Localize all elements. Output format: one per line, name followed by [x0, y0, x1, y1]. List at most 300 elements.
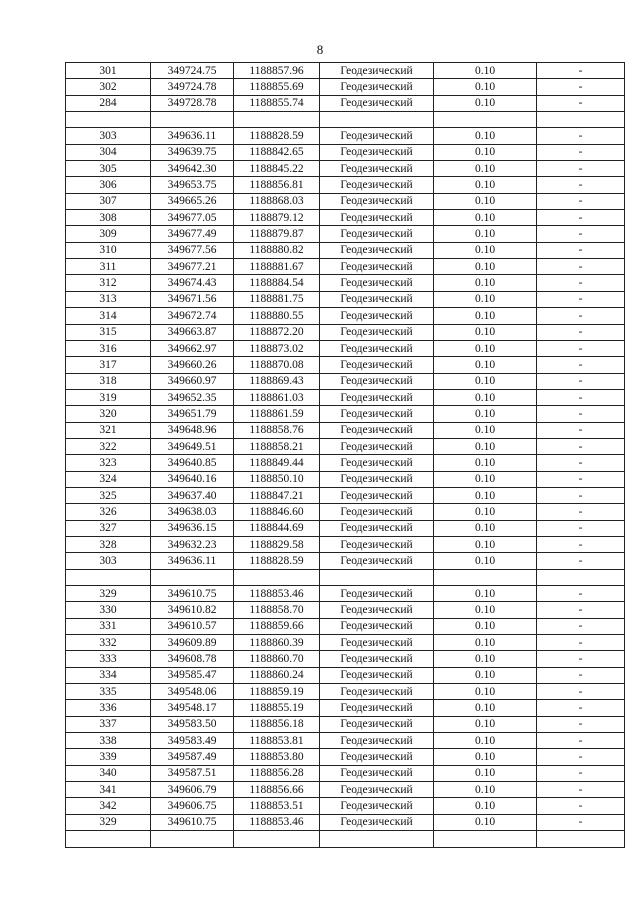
y-coordinate-cell: 1188858.76 — [234, 422, 320, 438]
y-coordinate-cell: 1188847.21 — [234, 487, 320, 503]
empty-cell — [320, 112, 434, 128]
x-coordinate-cell: 349583.50 — [151, 716, 234, 732]
empty-cell — [151, 569, 234, 585]
note-cell: - — [537, 438, 625, 454]
y-coordinate-cell: 1188856.81 — [234, 177, 320, 193]
precision-cell: 0.10 — [434, 406, 537, 422]
point-number-cell: 305 — [66, 161, 151, 177]
table-row — [66, 438, 625, 454]
note-cell: - — [537, 667, 625, 683]
method-cell: Геодезический — [320, 161, 434, 177]
precision-cell: 0.10 — [434, 193, 537, 209]
precision-cell: 0.10 — [434, 618, 537, 634]
table-row — [66, 487, 625, 503]
note-cell: - — [537, 602, 625, 618]
empty-cell — [434, 831, 537, 847]
y-coordinate-cell: 1188860.24 — [234, 667, 320, 683]
note-cell: - — [537, 79, 625, 95]
note-cell: - — [537, 210, 625, 226]
method-cell: Геодезический — [320, 651, 434, 667]
note-cell: - — [537, 63, 625, 79]
table-row — [66, 79, 625, 95]
method-cell: Геодезический — [320, 259, 434, 275]
table-row — [66, 765, 625, 781]
table-row — [66, 684, 625, 700]
precision-cell: 0.10 — [434, 782, 537, 798]
x-coordinate-cell: 349672.74 — [151, 308, 234, 324]
note-cell: - — [537, 308, 625, 324]
x-coordinate-cell: 349728.78 — [151, 95, 234, 111]
precision-cell: 0.10 — [434, 814, 537, 830]
empty-cell — [537, 831, 625, 847]
method-cell: Геодезический — [320, 635, 434, 651]
note-cell: - — [537, 814, 625, 830]
x-coordinate-cell: 349583.49 — [151, 733, 234, 749]
method-cell: Геодезический — [320, 553, 434, 569]
y-coordinate-cell: 1188853.46 — [234, 586, 320, 602]
x-coordinate-cell: 349636.11 — [151, 553, 234, 569]
empty-cell — [234, 112, 320, 128]
method-cell: Геодезический — [320, 684, 434, 700]
precision-cell: 0.10 — [434, 438, 537, 454]
y-coordinate-cell: 1188855.19 — [234, 700, 320, 716]
method-cell: Геодезический — [320, 177, 434, 193]
precision-cell: 0.10 — [434, 389, 537, 405]
method-cell: Геодезический — [320, 95, 434, 111]
precision-cell: 0.10 — [434, 553, 537, 569]
note-cell: - — [537, 177, 625, 193]
table-row — [66, 504, 625, 520]
precision-cell: 0.10 — [434, 144, 537, 160]
method-cell: Геодезический — [320, 471, 434, 487]
method-cell: Геодезический — [320, 487, 434, 503]
table-row — [66, 635, 625, 651]
point-number-cell: 339 — [66, 749, 151, 765]
table-row — [66, 177, 625, 193]
y-coordinate-cell: 1188880.82 — [234, 242, 320, 258]
empty-cell — [66, 112, 151, 128]
precision-cell: 0.10 — [434, 357, 537, 373]
note-cell: - — [537, 291, 625, 307]
method-cell: Геодезический — [320, 798, 434, 814]
x-coordinate-cell: 349660.26 — [151, 357, 234, 373]
point-number-cell: 314 — [66, 308, 151, 324]
y-coordinate-cell: 1188855.69 — [234, 79, 320, 95]
x-coordinate-cell: 349671.56 — [151, 291, 234, 307]
precision-cell: 0.10 — [434, 520, 537, 536]
method-cell: Геодезический — [320, 340, 434, 356]
point-number-cell: 335 — [66, 684, 151, 700]
x-coordinate-cell: 349662.97 — [151, 340, 234, 356]
point-number-cell: 307 — [66, 193, 151, 209]
note-cell: - — [537, 536, 625, 552]
precision-cell: 0.10 — [434, 242, 537, 258]
x-coordinate-cell: 349610.75 — [151, 814, 234, 830]
empty-cell — [320, 831, 434, 847]
empty-cell — [537, 569, 625, 585]
y-coordinate-cell: 1188879.87 — [234, 226, 320, 242]
y-coordinate-cell: 1188884.54 — [234, 275, 320, 291]
method-cell: Геодезический — [320, 504, 434, 520]
point-number-cell: 304 — [66, 144, 151, 160]
x-coordinate-cell: 349640.16 — [151, 471, 234, 487]
table-row — [66, 700, 625, 716]
page-number: 8 — [316, 42, 324, 57]
table-row — [66, 667, 625, 683]
table-row — [66, 63, 625, 79]
precision-cell: 0.10 — [434, 340, 537, 356]
table-row — [66, 553, 625, 569]
y-coordinate-cell: 1188856.28 — [234, 765, 320, 781]
separator-row — [66, 112, 625, 128]
point-number-cell: 327 — [66, 520, 151, 536]
x-coordinate-cell: 349636.11 — [151, 128, 234, 144]
table-row — [66, 716, 625, 732]
y-coordinate-cell: 1188861.59 — [234, 406, 320, 422]
y-coordinate-cell: 1188881.67 — [234, 259, 320, 275]
point-number-cell: 316 — [66, 340, 151, 356]
method-cell: Геодезический — [320, 389, 434, 405]
note-cell: - — [537, 95, 625, 111]
empty-cell — [151, 112, 234, 128]
x-coordinate-cell: 349548.06 — [151, 684, 234, 700]
method-cell: Геодезический — [320, 79, 434, 95]
note-cell: - — [537, 586, 625, 602]
table-row — [66, 324, 625, 340]
y-coordinate-cell: 1188845.22 — [234, 161, 320, 177]
empty-cell — [320, 569, 434, 585]
y-coordinate-cell: 1188828.59 — [234, 128, 320, 144]
precision-cell: 0.10 — [434, 487, 537, 503]
x-coordinate-cell: 349639.75 — [151, 144, 234, 160]
table-row — [66, 422, 625, 438]
table-row — [66, 782, 625, 798]
note-cell: - — [537, 161, 625, 177]
x-coordinate-cell: 349677.05 — [151, 210, 234, 226]
note-cell: - — [537, 700, 625, 716]
x-coordinate-cell: 349632.23 — [151, 536, 234, 552]
x-coordinate-cell: 349585.47 — [151, 667, 234, 683]
separator-row — [66, 569, 625, 585]
table-row — [66, 259, 625, 275]
note-cell: - — [537, 471, 625, 487]
coordinates-table — [65, 62, 625, 848]
note-cell: - — [537, 373, 625, 389]
x-coordinate-cell: 349660.97 — [151, 373, 234, 389]
precision-cell: 0.10 — [434, 422, 537, 438]
table-row — [66, 144, 625, 160]
point-number-cell: 334 — [66, 667, 151, 683]
table-row — [66, 798, 625, 814]
empty-cell — [234, 569, 320, 585]
note-cell: - — [537, 259, 625, 275]
point-number-cell: 330 — [66, 602, 151, 618]
table-row — [66, 308, 625, 324]
x-coordinate-cell: 349653.75 — [151, 177, 234, 193]
x-coordinate-cell: 349610.75 — [151, 586, 234, 602]
y-coordinate-cell: 1188879.12 — [234, 210, 320, 226]
precision-cell: 0.10 — [434, 95, 537, 111]
y-coordinate-cell: 1188870.08 — [234, 357, 320, 373]
point-number-cell: 311 — [66, 259, 151, 275]
note-cell: - — [537, 275, 625, 291]
method-cell: Геодезический — [320, 602, 434, 618]
table-row — [66, 95, 625, 111]
table-row — [66, 536, 625, 552]
y-coordinate-cell: 1188873.02 — [234, 340, 320, 356]
note-cell: - — [537, 128, 625, 144]
y-coordinate-cell: 1188869.43 — [234, 373, 320, 389]
y-coordinate-cell: 1188853.80 — [234, 749, 320, 765]
x-coordinate-cell: 349677.49 — [151, 226, 234, 242]
empty-cell — [151, 831, 234, 847]
point-number-cell: 310 — [66, 242, 151, 258]
point-number-cell: 312 — [66, 275, 151, 291]
table-row — [66, 226, 625, 242]
point-number-cell: 328 — [66, 536, 151, 552]
y-coordinate-cell: 1188828.59 — [234, 553, 320, 569]
table-row — [66, 618, 625, 634]
table-row — [66, 210, 625, 226]
table-row — [66, 814, 625, 830]
point-number-cell: 309 — [66, 226, 151, 242]
note-cell: - — [537, 684, 625, 700]
x-coordinate-cell: 349652.35 — [151, 389, 234, 405]
precision-cell: 0.10 — [434, 177, 537, 193]
table-row — [66, 455, 625, 471]
note-cell: - — [537, 193, 625, 209]
method-cell: Геодезический — [320, 618, 434, 634]
table-row — [66, 128, 625, 144]
table-row — [66, 406, 625, 422]
empty-cell — [234, 831, 320, 847]
table-row — [66, 357, 625, 373]
x-coordinate-cell: 349640.85 — [151, 455, 234, 471]
x-coordinate-cell: 349587.49 — [151, 749, 234, 765]
point-number-cell: 338 — [66, 733, 151, 749]
x-coordinate-cell: 349651.79 — [151, 406, 234, 422]
precision-cell: 0.10 — [434, 275, 537, 291]
point-number-cell: 329 — [66, 814, 151, 830]
y-coordinate-cell: 1188858.21 — [234, 438, 320, 454]
x-coordinate-cell: 349606.79 — [151, 782, 234, 798]
x-coordinate-cell: 349648.96 — [151, 422, 234, 438]
empty-cell — [434, 569, 537, 585]
precision-cell: 0.10 — [434, 684, 537, 700]
y-coordinate-cell: 1188849.44 — [234, 455, 320, 471]
note-cell: - — [537, 455, 625, 471]
method-cell: Геодезический — [320, 210, 434, 226]
y-coordinate-cell: 1188829.58 — [234, 536, 320, 552]
point-number-cell: 303 — [66, 553, 151, 569]
method-cell: Геодезический — [320, 144, 434, 160]
method-cell: Геодезический — [320, 406, 434, 422]
precision-cell: 0.10 — [434, 716, 537, 732]
x-coordinate-cell: 349609.89 — [151, 635, 234, 651]
note-cell: - — [537, 749, 625, 765]
method-cell: Геодезический — [320, 765, 434, 781]
point-number-cell: 284 — [66, 95, 151, 111]
precision-cell: 0.10 — [434, 308, 537, 324]
empty-cell — [66, 831, 151, 847]
point-number-cell: 324 — [66, 471, 151, 487]
separator-row — [66, 831, 625, 847]
note-cell: - — [537, 357, 625, 373]
point-number-cell: 340 — [66, 765, 151, 781]
y-coordinate-cell: 1188856.18 — [234, 716, 320, 732]
y-coordinate-cell: 1188846.60 — [234, 504, 320, 520]
note-cell: - — [537, 765, 625, 781]
method-cell: Геодезический — [320, 438, 434, 454]
precision-cell: 0.10 — [434, 128, 537, 144]
note-cell: - — [537, 782, 625, 798]
x-coordinate-cell: 349638.03 — [151, 504, 234, 520]
point-number-cell: 303 — [66, 128, 151, 144]
precision-cell: 0.10 — [434, 373, 537, 389]
point-number-cell: 313 — [66, 291, 151, 307]
precision-cell: 0.10 — [434, 651, 537, 667]
point-number-cell: 331 — [66, 618, 151, 634]
note-cell: - — [537, 406, 625, 422]
note-cell: - — [537, 340, 625, 356]
precision-cell: 0.10 — [434, 586, 537, 602]
table-row — [66, 389, 625, 405]
table-row — [66, 651, 625, 667]
note-cell: - — [537, 618, 625, 634]
x-coordinate-cell: 349636.15 — [151, 520, 234, 536]
x-coordinate-cell: 349674.43 — [151, 275, 234, 291]
table-row — [66, 193, 625, 209]
method-cell: Геодезический — [320, 324, 434, 340]
precision-cell: 0.10 — [434, 291, 537, 307]
note-cell: - — [537, 651, 625, 667]
precision-cell: 0.10 — [434, 259, 537, 275]
method-cell: Геодезический — [320, 455, 434, 471]
empty-cell — [537, 112, 625, 128]
table-row — [66, 520, 625, 536]
x-coordinate-cell: 349677.21 — [151, 259, 234, 275]
precision-cell: 0.10 — [434, 226, 537, 242]
method-cell: Геодезический — [320, 814, 434, 830]
method-cell: Геодезический — [320, 275, 434, 291]
table-row — [66, 749, 625, 765]
y-coordinate-cell: 1188853.51 — [234, 798, 320, 814]
point-number-cell: 319 — [66, 389, 151, 405]
point-number-cell: 341 — [66, 782, 151, 798]
precision-cell: 0.10 — [434, 455, 537, 471]
table-row — [66, 275, 625, 291]
point-number-cell: 318 — [66, 373, 151, 389]
y-coordinate-cell: 1188855.74 — [234, 95, 320, 111]
table-row — [66, 373, 625, 389]
y-coordinate-cell: 1188842.65 — [234, 144, 320, 160]
x-coordinate-cell: 349665.26 — [151, 193, 234, 209]
precision-cell: 0.10 — [434, 635, 537, 651]
note-cell: - — [537, 553, 625, 569]
point-number-cell: 323 — [66, 455, 151, 471]
x-coordinate-cell: 349610.57 — [151, 618, 234, 634]
precision-cell: 0.10 — [434, 210, 537, 226]
method-cell: Геодезический — [320, 536, 434, 552]
note-cell: - — [537, 487, 625, 503]
point-number-cell: 317 — [66, 357, 151, 373]
y-coordinate-cell: 1188850.10 — [234, 471, 320, 487]
precision-cell: 0.10 — [434, 798, 537, 814]
note-cell: - — [537, 733, 625, 749]
note-cell: - — [537, 324, 625, 340]
table-row — [66, 602, 625, 618]
y-coordinate-cell: 1188858.70 — [234, 602, 320, 618]
method-cell: Геодезический — [320, 520, 434, 536]
method-cell: Геодезический — [320, 667, 434, 683]
method-cell: Геодезический — [320, 716, 434, 732]
precision-cell: 0.10 — [434, 667, 537, 683]
precision-cell: 0.10 — [434, 324, 537, 340]
precision-cell: 0.10 — [434, 504, 537, 520]
method-cell: Геодезический — [320, 193, 434, 209]
empty-cell — [66, 569, 151, 585]
method-cell: Геодезический — [320, 128, 434, 144]
method-cell: Геодезический — [320, 733, 434, 749]
x-coordinate-cell: 349608.78 — [151, 651, 234, 667]
method-cell: Геодезический — [320, 308, 434, 324]
precision-cell: 0.10 — [434, 765, 537, 781]
precision-cell: 0.10 — [434, 749, 537, 765]
y-coordinate-cell: 1188853.46 — [234, 814, 320, 830]
x-coordinate-cell: 349606.75 — [151, 798, 234, 814]
x-coordinate-cell: 349724.78 — [151, 79, 234, 95]
x-coordinate-cell: 349649.51 — [151, 438, 234, 454]
y-coordinate-cell: 1188859.66 — [234, 618, 320, 634]
table-row — [66, 340, 625, 356]
point-number-cell: 336 — [66, 700, 151, 716]
note-cell: - — [537, 635, 625, 651]
y-coordinate-cell: 1188860.39 — [234, 635, 320, 651]
x-coordinate-cell: 349637.40 — [151, 487, 234, 503]
point-number-cell: 315 — [66, 324, 151, 340]
x-coordinate-cell: 349587.51 — [151, 765, 234, 781]
point-number-cell: 321 — [66, 422, 151, 438]
precision-cell: 0.10 — [434, 602, 537, 618]
x-coordinate-cell: 349548.17 — [151, 700, 234, 716]
point-number-cell: 326 — [66, 504, 151, 520]
point-number-cell: 301 — [66, 63, 151, 79]
y-coordinate-cell: 1188857.96 — [234, 63, 320, 79]
y-coordinate-cell: 1188853.81 — [234, 733, 320, 749]
x-coordinate-cell: 349610.82 — [151, 602, 234, 618]
method-cell: Геодезический — [320, 422, 434, 438]
precision-cell: 0.10 — [434, 536, 537, 552]
method-cell: Геодезический — [320, 242, 434, 258]
x-coordinate-cell: 349663.87 — [151, 324, 234, 340]
method-cell: Геодезический — [320, 700, 434, 716]
note-cell: - — [537, 422, 625, 438]
x-coordinate-cell: 349642.30 — [151, 161, 234, 177]
y-coordinate-cell: 1188872.20 — [234, 324, 320, 340]
point-number-cell: 320 — [66, 406, 151, 422]
point-number-cell: 342 — [66, 798, 151, 814]
precision-cell: 0.10 — [434, 471, 537, 487]
precision-cell: 0.10 — [434, 733, 537, 749]
point-number-cell: 308 — [66, 210, 151, 226]
note-cell: - — [537, 504, 625, 520]
note-cell: - — [537, 226, 625, 242]
y-coordinate-cell: 1188844.69 — [234, 520, 320, 536]
note-cell: - — [537, 520, 625, 536]
y-coordinate-cell: 1188860.70 — [234, 651, 320, 667]
x-coordinate-cell: 349677.56 — [151, 242, 234, 258]
precision-cell: 0.10 — [434, 700, 537, 716]
